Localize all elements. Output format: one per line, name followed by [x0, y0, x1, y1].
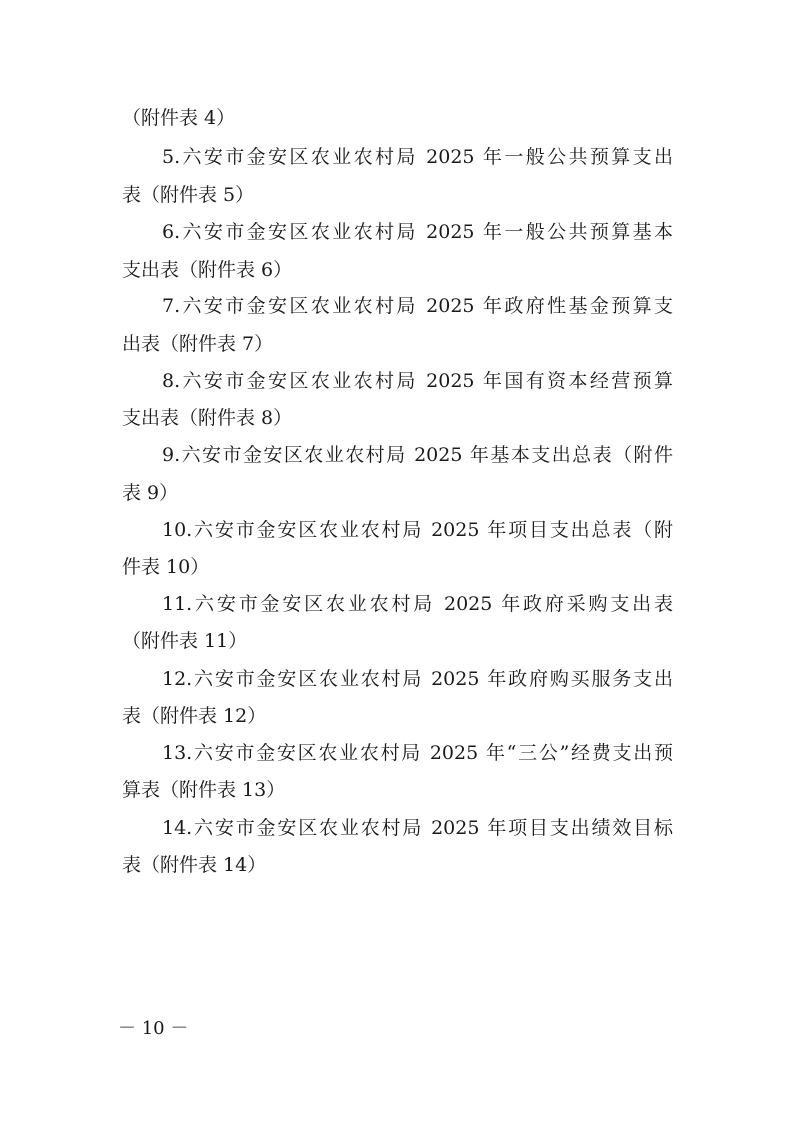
item-7-line-2: 出表（附件表 7） — [122, 333, 274, 355]
item-5-line-2: 表（附件表 5） — [122, 184, 255, 206]
item-5-line-1: 5.六安市金安区农业农村局 2025 年一般公共预算支出 — [162, 146, 673, 168]
item-11-line-2: （附件表 11） — [122, 630, 248, 652]
item-9-line-1: 9.六安市金安区农业农村局 2025 年基本支出总表（附件 — [162, 444, 673, 466]
item-8-line-1: 8.六安市金安区农业农村局 2025 年国有资本经营预算 — [162, 370, 673, 392]
item-10-line-1: 10.六安市金安区农业农村局 2025 年项目支出总表（附 — [162, 519, 673, 541]
item-12-line-1: 12.六安市金安区农业农村局 2025 年政府购买服务支出 — [162, 668, 673, 690]
item-6-line-1: 6.六安市金安区农业农村局 2025 年一般公共预算基本 — [162, 221, 673, 243]
item-11-line-1: 11.六安市金安区农业农村局 2025 年政府采购支出表 — [162, 593, 673, 615]
item-8-line-2: 支出表（附件表 8） — [122, 407, 293, 429]
item-14-line-2: 表（附件表 14） — [122, 854, 267, 876]
item-10-line-2: 件表 10） — [122, 556, 210, 578]
item-7-line-1: 7.六安市金安区农业农村局 2025 年政府性基金预算支 — [162, 295, 673, 317]
item-12-line-2: 表（附件表 12） — [122, 705, 267, 727]
item-6-line-2: 支出表（附件表 6） — [122, 259, 293, 281]
continuation-line-attachment-4: （附件表 4） — [122, 107, 236, 129]
item-9-line-2: 表 9） — [122, 482, 179, 504]
item-13-line-2: 算表（附件表 13） — [122, 779, 286, 801]
item-13-line-1: 13.六安市金安区农业农村局 2025 年“三公”经费支出预 — [162, 742, 673, 764]
item-14-line-1: 14.六安市金安区农业农村局 2025 年项目支出绩效目标 — [162, 817, 673, 839]
page-number: － 10 － — [118, 1018, 189, 1039]
